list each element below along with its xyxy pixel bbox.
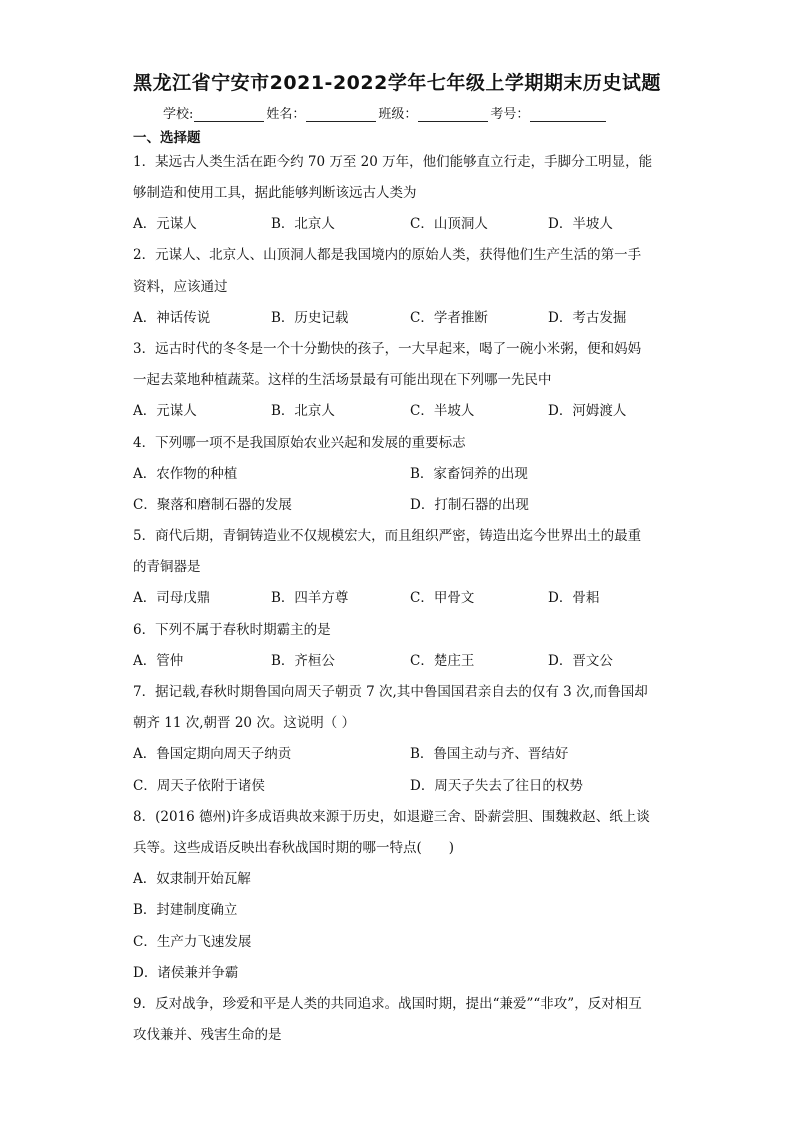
question-5-option-c[interactable]: C．甲骨文 [410, 590, 475, 606]
question-8-option-c[interactable]: C．生产力飞速发展 [133, 934, 252, 950]
question-7-option-b[interactable]: B．鲁国主动与齐、晋结好 [410, 746, 569, 762]
question-2-line-1: 2．元谋人、北京人、山顶洞人都是我国境内的原始人类，获得他们生产生活的第一手 [133, 247, 642, 263]
question-6-option-a[interactable]: A．管仲 [133, 653, 184, 669]
question-5-line-1: 5．商代后期，青铜铸造业不仅规模宏大，而且组织严密，铸造出迄今世界出土的最重 [133, 528, 642, 544]
question-3-line-2: 一起去菜地种植蔬菜。这样的生活场景最有可能出现在下列哪一先民中 [133, 372, 552, 388]
question-3-option-b[interactable]: B．北京人 [271, 403, 335, 419]
question-2-option-d[interactable]: D．考古发掘 [548, 310, 627, 326]
question-3-option-d[interactable]: D．河姆渡人 [548, 403, 627, 419]
name-label: 姓名： [266, 107, 306, 122]
question-4-option-a[interactable]: A．农作物的种植 [133, 466, 238, 482]
question-2-option-a[interactable]: A．神话传说 [133, 310, 211, 326]
question-8-line-2: 兵等。这些成语反映出春秋战国时期的哪一特点( ) [133, 840, 455, 856]
class-label: 班级： [378, 107, 418, 122]
question-6-option-c[interactable]: C．楚庄王 [410, 653, 475, 669]
question-5-option-b[interactable]: B．四羊方尊 [271, 590, 349, 606]
student-info-row [163, 103, 608, 122]
exam-no-label: 考号： [490, 107, 530, 122]
question-5-option-a[interactable]: A．司母戊鼎 [133, 590, 211, 606]
question-1-option-d[interactable]: D．半坡人 [548, 216, 613, 232]
question-2-option-b[interactable]: B．历史记载 [271, 310, 349, 326]
page-title: 黑龙江省宁安市2021-2022学年七年级上学期期末历史试题 [133, 72, 661, 94]
school-label: 学校: [163, 107, 194, 122]
question-1-option-a[interactable]: A．元谋人 [133, 216, 197, 232]
question-4-option-c[interactable]: C．聚落和磨制石器的发展 [133, 497, 292, 513]
question-6-option-b[interactable]: B．齐桓公 [271, 653, 335, 669]
question-8-line-1: 8．(2016 德州)许多成语典故来源于历史，如退避三舍、卧薪尝胆、围魏救赵、纸上谈 [133, 809, 650, 825]
question-3-line-1: 3．远古时代的冬冬是一个十分勤快的孩子，一大早起来，喝了一碗小米粥，便和妈妈 [133, 341, 642, 357]
question-3-option-a[interactable]: A．元谋人 [133, 403, 197, 419]
question-7-line-2: 朝齐 11 次,朝晋 20 次。这说明（ ） [133, 715, 356, 731]
question-9-line-1: 9．反对战争，珍爱和平是人类的共同追求。战国时期，提出“兼爱”“非攻”，反对相互 [133, 996, 642, 1012]
question-8-option-a[interactable]: A．奴隶制开始瓦解 [133, 871, 251, 887]
question-4-line-1: 4．下列哪一项不是我国原始农业兴起和发展的重要标志 [133, 435, 466, 451]
question-7-option-c[interactable]: C．周天子依附于诸侯 [133, 778, 265, 794]
section-heading: 一、选择题 [133, 130, 201, 146]
question-6-line-1: 6．下列不属于春秋时期霸主的是 [133, 622, 331, 638]
question-1-option-c[interactable]: C．山顶洞人 [410, 216, 488, 232]
question-4-option-d[interactable]: D．打制石器的出现 [410, 497, 529, 513]
question-8-option-b[interactable]: B．封建制度确立 [133, 902, 238, 918]
school-field[interactable] [194, 107, 264, 122]
class-field[interactable] [418, 107, 488, 122]
question-1-option-b[interactable]: B．北京人 [271, 216, 335, 232]
name-field[interactable] [306, 107, 376, 122]
question-7-line-1: 7．据记载,春秋时期鲁国向周天子朝贡 7 次,其中鲁国国君亲自去的仅有 3 次,而鲁国却 [133, 684, 648, 700]
question-9-line-2: 攻伐兼并、残害生命的是 [133, 1027, 282, 1043]
question-5-line-2: 的青铜器是 [133, 559, 201, 575]
question-4-option-b[interactable]: B．家畜饲养的出现 [410, 466, 528, 482]
question-5-option-d[interactable]: D．骨耜 [548, 590, 600, 606]
question-7-option-d[interactable]: D．周天子失去了往日的权势 [410, 778, 583, 794]
question-3-option-c[interactable]: C．半坡人 [410, 403, 475, 419]
question-2-line-2: 资料，应该通过 [133, 279, 228, 295]
question-8-option-d[interactable]: D．诸侯兼并争霸 [133, 965, 239, 981]
exam-no-field[interactable] [530, 107, 606, 122]
question-7-option-a[interactable]: A．鲁国定期向周天子纳贡 [133, 746, 292, 762]
question-6-option-d[interactable]: D．晋文公 [548, 653, 613, 669]
question-1-line-1: 1．某远古人类生活在距今约 70 万至 20 万年，他们能够直立行走，手脚分工明显，能 [133, 154, 653, 170]
question-2-option-c[interactable]: C．学者推断 [410, 310, 488, 326]
question-1-line-2: 够制造和使用工具，据此能够判断该远古人类为 [133, 185, 417, 201]
